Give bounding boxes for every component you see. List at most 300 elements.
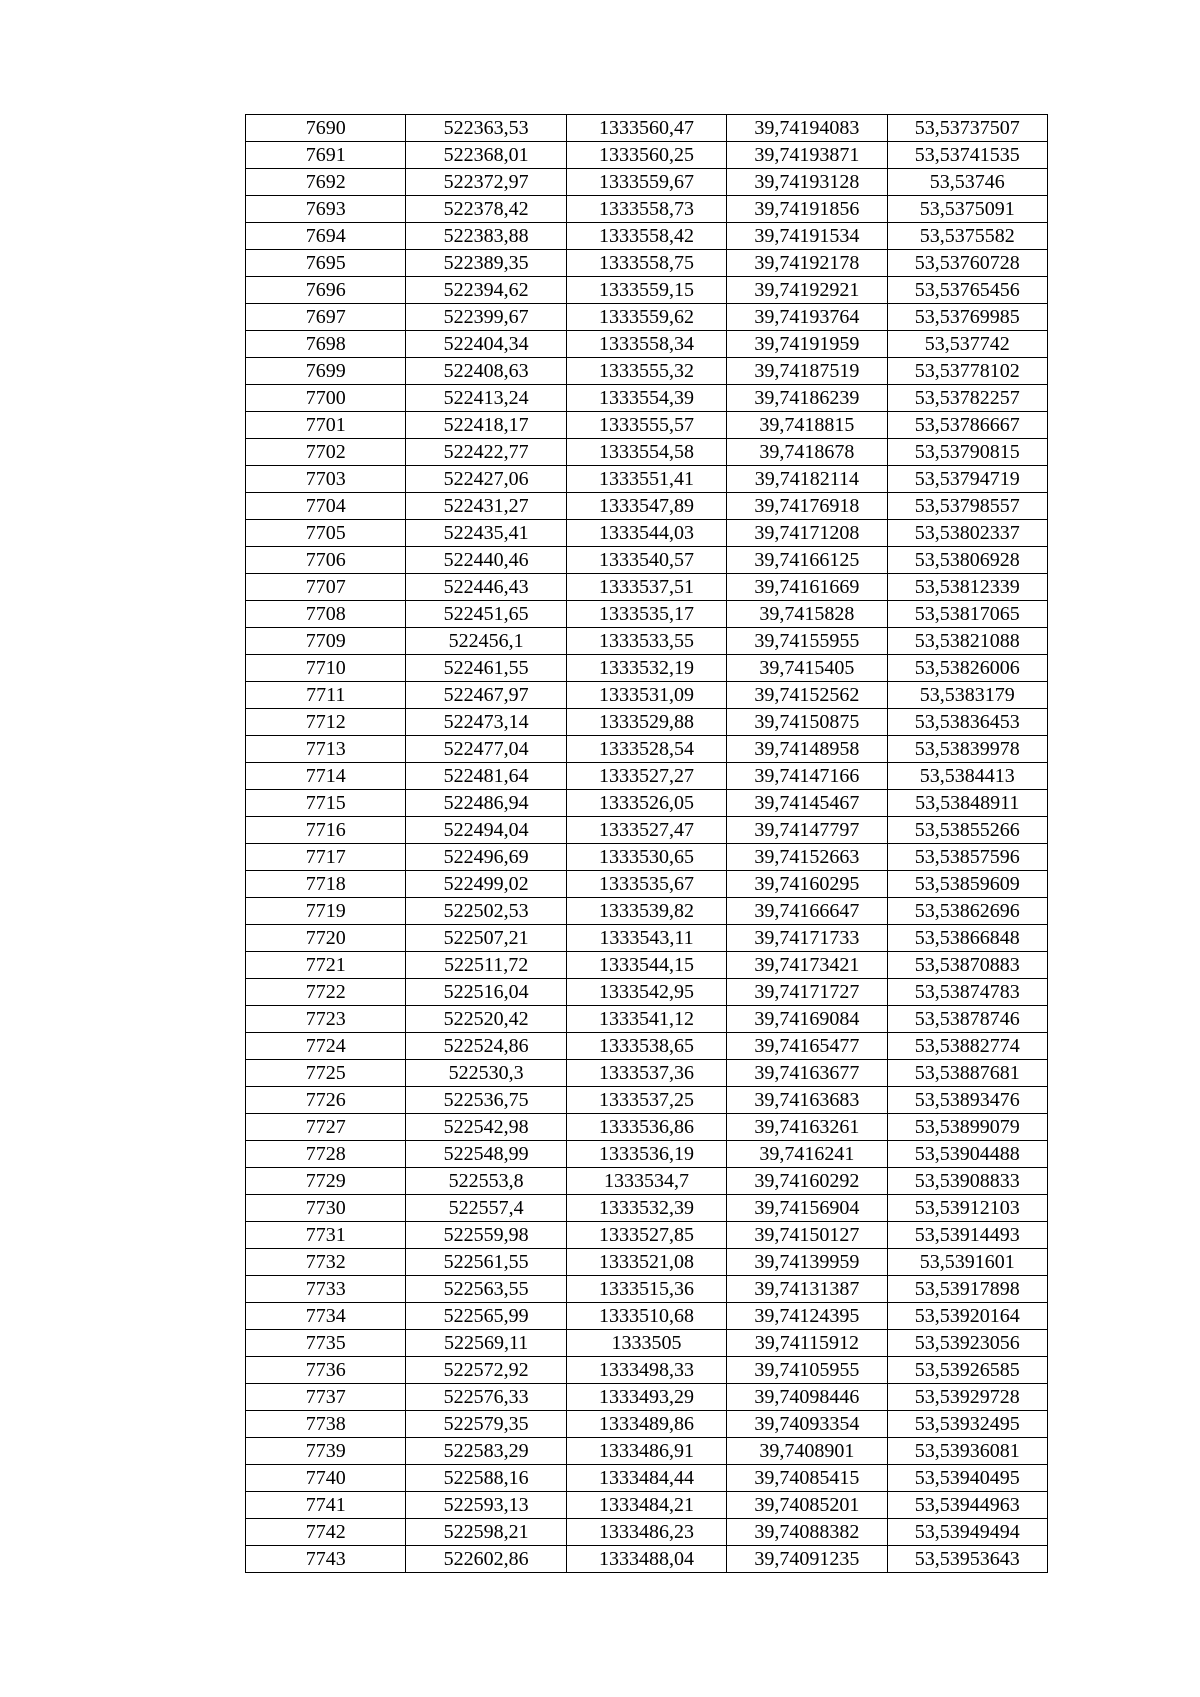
latitude-cell: 39,74171727 — [727, 979, 887, 1006]
point-number-cell: 7715 — [246, 790, 406, 817]
point-number-cell: 7700 — [246, 385, 406, 412]
table-row — [246, 655, 1048, 682]
y-coordinate-cell: 1333498,33 — [566, 1357, 726, 1384]
x-coordinate-cell: 522557,4 — [406, 1195, 566, 1222]
table-row — [246, 439, 1048, 466]
table-row — [246, 1357, 1048, 1384]
x-coordinate-cell: 522563,55 — [406, 1276, 566, 1303]
longitude-cell: 53,5383179 — [887, 682, 1047, 709]
latitude-cell: 39,7418678 — [727, 439, 887, 466]
point-number-cell: 7734 — [246, 1303, 406, 1330]
point-number-cell: 7707 — [246, 574, 406, 601]
coordinates-table — [245, 114, 1048, 1573]
y-coordinate-cell: 1333555,32 — [566, 358, 726, 385]
y-coordinate-cell: 1333558,73 — [566, 196, 726, 223]
x-coordinate-cell: 522559,98 — [406, 1222, 566, 1249]
longitude-cell: 53,53769985 — [887, 304, 1047, 331]
table-row — [246, 466, 1048, 493]
y-coordinate-cell: 1333521,08 — [566, 1249, 726, 1276]
y-coordinate-cell: 1333536,86 — [566, 1114, 726, 1141]
y-coordinate-cell: 1333558,42 — [566, 223, 726, 250]
x-coordinate-cell: 522502,53 — [406, 898, 566, 925]
table-row — [246, 709, 1048, 736]
longitude-cell: 53,537742 — [887, 331, 1047, 358]
point-number-cell: 7708 — [246, 601, 406, 628]
x-coordinate-cell: 522499,02 — [406, 871, 566, 898]
table-row — [246, 1141, 1048, 1168]
table-row — [246, 358, 1048, 385]
longitude-cell: 53,5384413 — [887, 763, 1047, 790]
point-number-cell: 7706 — [246, 547, 406, 574]
point-number-cell: 7691 — [246, 142, 406, 169]
point-number-cell: 7709 — [246, 628, 406, 655]
point-number-cell: 7723 — [246, 1006, 406, 1033]
longitude-cell: 53,53806928 — [887, 547, 1047, 574]
table-row — [246, 331, 1048, 358]
longitude-cell: 53,53839978 — [887, 736, 1047, 763]
table-row — [246, 169, 1048, 196]
x-coordinate-cell: 522477,04 — [406, 736, 566, 763]
point-number-cell: 7721 — [246, 952, 406, 979]
latitude-cell: 39,74152663 — [727, 844, 887, 871]
longitude-cell: 53,53760728 — [887, 250, 1047, 277]
table-row — [246, 601, 1048, 628]
x-coordinate-cell: 522565,99 — [406, 1303, 566, 1330]
table-row — [246, 493, 1048, 520]
x-coordinate-cell: 522494,04 — [406, 817, 566, 844]
y-coordinate-cell: 1333537,25 — [566, 1087, 726, 1114]
y-coordinate-cell: 1333554,39 — [566, 385, 726, 412]
y-coordinate-cell: 1333484,44 — [566, 1465, 726, 1492]
point-number-cell: 7727 — [246, 1114, 406, 1141]
point-number-cell: 7743 — [246, 1546, 406, 1573]
latitude-cell: 39,74171733 — [727, 925, 887, 952]
latitude-cell: 39,74147166 — [727, 763, 887, 790]
y-coordinate-cell: 1333510,68 — [566, 1303, 726, 1330]
latitude-cell: 39,74193764 — [727, 304, 887, 331]
x-coordinate-cell: 522431,27 — [406, 493, 566, 520]
point-number-cell: 7722 — [246, 979, 406, 1006]
x-coordinate-cell: 522368,01 — [406, 142, 566, 169]
longitude-cell: 53,53836453 — [887, 709, 1047, 736]
point-number-cell: 7712 — [246, 709, 406, 736]
latitude-cell: 39,74091235 — [727, 1546, 887, 1573]
x-coordinate-cell: 522593,13 — [406, 1492, 566, 1519]
latitude-cell: 39,74191534 — [727, 223, 887, 250]
longitude-cell: 53,53855266 — [887, 817, 1047, 844]
point-number-cell: 7716 — [246, 817, 406, 844]
table-row — [246, 1060, 1048, 1087]
latitude-cell: 39,74182114 — [727, 466, 887, 493]
table-row — [246, 1492, 1048, 1519]
point-number-cell: 7718 — [246, 871, 406, 898]
longitude-cell: 53,53926585 — [887, 1357, 1047, 1384]
longitude-cell: 53,53826006 — [887, 655, 1047, 682]
point-number-cell: 7692 — [246, 169, 406, 196]
x-coordinate-cell: 522511,72 — [406, 952, 566, 979]
point-number-cell: 7720 — [246, 925, 406, 952]
longitude-cell: 53,53904488 — [887, 1141, 1047, 1168]
latitude-cell: 39,74093354 — [727, 1411, 887, 1438]
latitude-cell: 39,74148958 — [727, 736, 887, 763]
longitude-cell: 53,53821088 — [887, 628, 1047, 655]
point-number-cell: 7726 — [246, 1087, 406, 1114]
y-coordinate-cell: 1333547,89 — [566, 493, 726, 520]
x-coordinate-cell: 522576,33 — [406, 1384, 566, 1411]
point-number-cell: 7694 — [246, 223, 406, 250]
longitude-cell: 53,53778102 — [887, 358, 1047, 385]
table-row — [246, 1006, 1048, 1033]
point-number-cell: 7741 — [246, 1492, 406, 1519]
point-number-cell: 7729 — [246, 1168, 406, 1195]
point-number-cell: 7725 — [246, 1060, 406, 1087]
y-coordinate-cell: 1333526,05 — [566, 790, 726, 817]
longitude-cell: 53,53923056 — [887, 1330, 1047, 1357]
table-row — [246, 1465, 1048, 1492]
y-coordinate-cell: 1333527,47 — [566, 817, 726, 844]
x-coordinate-cell: 522404,34 — [406, 331, 566, 358]
latitude-cell: 39,74191856 — [727, 196, 887, 223]
table-row — [246, 1087, 1048, 1114]
longitude-cell: 53,53920164 — [887, 1303, 1047, 1330]
table-row — [246, 682, 1048, 709]
y-coordinate-cell: 1333531,09 — [566, 682, 726, 709]
latitude-cell: 39,74147797 — [727, 817, 887, 844]
y-coordinate-cell: 1333555,57 — [566, 412, 726, 439]
latitude-cell: 39,74124395 — [727, 1303, 887, 1330]
table-row — [246, 1195, 1048, 1222]
table-row — [246, 763, 1048, 790]
table-row — [246, 952, 1048, 979]
x-coordinate-cell: 522572,92 — [406, 1357, 566, 1384]
x-coordinate-cell: 522579,35 — [406, 1411, 566, 1438]
latitude-cell: 39,74192178 — [727, 250, 887, 277]
x-coordinate-cell: 522553,8 — [406, 1168, 566, 1195]
point-number-cell: 7710 — [246, 655, 406, 682]
point-number-cell: 7697 — [246, 304, 406, 331]
latitude-cell: 39,7408901 — [727, 1438, 887, 1465]
longitude-cell: 53,53929728 — [887, 1384, 1047, 1411]
table-row — [246, 1276, 1048, 1303]
y-coordinate-cell: 1333488,04 — [566, 1546, 726, 1573]
x-coordinate-cell: 522588,16 — [406, 1465, 566, 1492]
point-number-cell: 7701 — [246, 412, 406, 439]
table-row — [246, 1114, 1048, 1141]
latitude-cell: 39,74193871 — [727, 142, 887, 169]
y-coordinate-cell: 1333551,41 — [566, 466, 726, 493]
longitude-cell: 53,53817065 — [887, 601, 1047, 628]
point-number-cell: 7740 — [246, 1465, 406, 1492]
longitude-cell: 53,53802337 — [887, 520, 1047, 547]
point-number-cell: 7705 — [246, 520, 406, 547]
point-number-cell: 7733 — [246, 1276, 406, 1303]
longitude-cell: 53,53949494 — [887, 1519, 1047, 1546]
longitude-cell: 53,53862696 — [887, 898, 1047, 925]
longitude-cell: 53,53953643 — [887, 1546, 1047, 1573]
latitude-cell: 39,74105955 — [727, 1357, 887, 1384]
point-number-cell: 7730 — [246, 1195, 406, 1222]
y-coordinate-cell: 1333493,29 — [566, 1384, 726, 1411]
latitude-cell: 39,74156904 — [727, 1195, 887, 1222]
table-row — [246, 142, 1048, 169]
longitude-cell: 53,53887681 — [887, 1060, 1047, 1087]
longitude-cell: 53,53812339 — [887, 574, 1047, 601]
y-coordinate-cell: 1333544,03 — [566, 520, 726, 547]
table-row — [246, 196, 1048, 223]
x-coordinate-cell: 522363,53 — [406, 115, 566, 142]
table-row — [246, 898, 1048, 925]
table-row — [246, 385, 1048, 412]
table-row — [246, 1222, 1048, 1249]
y-coordinate-cell: 1333536,19 — [566, 1141, 726, 1168]
longitude-cell: 53,53893476 — [887, 1087, 1047, 1114]
table-row — [246, 1438, 1048, 1465]
longitude-cell: 53,53786667 — [887, 412, 1047, 439]
latitude-cell: 39,7415405 — [727, 655, 887, 682]
point-number-cell: 7713 — [246, 736, 406, 763]
longitude-cell: 53,53940495 — [887, 1465, 1047, 1492]
x-coordinate-cell: 522481,64 — [406, 763, 566, 790]
longitude-cell: 53,53848911 — [887, 790, 1047, 817]
x-coordinate-cell: 522542,98 — [406, 1114, 566, 1141]
point-number-cell: 7703 — [246, 466, 406, 493]
latitude-cell: 39,74160295 — [727, 871, 887, 898]
point-number-cell: 7699 — [246, 358, 406, 385]
longitude-cell: 53,53882774 — [887, 1033, 1047, 1060]
y-coordinate-cell: 1333529,88 — [566, 709, 726, 736]
longitude-cell: 53,53866848 — [887, 925, 1047, 952]
latitude-cell: 39,74150127 — [727, 1222, 887, 1249]
latitude-cell: 39,74166647 — [727, 898, 887, 925]
y-coordinate-cell: 1333540,57 — [566, 547, 726, 574]
latitude-cell: 39,74176918 — [727, 493, 887, 520]
y-coordinate-cell: 1333544,15 — [566, 952, 726, 979]
latitude-cell: 39,74152562 — [727, 682, 887, 709]
table-row — [246, 1546, 1048, 1573]
longitude-cell: 53,53912103 — [887, 1195, 1047, 1222]
x-coordinate-cell: 522372,97 — [406, 169, 566, 196]
y-coordinate-cell: 1333527,27 — [566, 763, 726, 790]
x-coordinate-cell: 522507,21 — [406, 925, 566, 952]
point-number-cell: 7724 — [246, 1033, 406, 1060]
y-coordinate-cell: 1333537,51 — [566, 574, 726, 601]
x-coordinate-cell: 522530,3 — [406, 1060, 566, 1087]
x-coordinate-cell: 522451,65 — [406, 601, 566, 628]
latitude-cell: 39,74098446 — [727, 1384, 887, 1411]
table-row — [246, 574, 1048, 601]
point-number-cell: 7696 — [246, 277, 406, 304]
longitude-cell: 53,53917898 — [887, 1276, 1047, 1303]
table-row — [246, 304, 1048, 331]
longitude-cell: 53,53737507 — [887, 115, 1047, 142]
point-number-cell: 7732 — [246, 1249, 406, 1276]
table-row — [246, 790, 1048, 817]
y-coordinate-cell: 1333505 — [566, 1330, 726, 1357]
latitude-cell: 39,7416241 — [727, 1141, 887, 1168]
point-number-cell: 7702 — [246, 439, 406, 466]
y-coordinate-cell: 1333543,11 — [566, 925, 726, 952]
table-row — [246, 628, 1048, 655]
table-row — [246, 1384, 1048, 1411]
x-coordinate-cell: 522486,94 — [406, 790, 566, 817]
point-number-cell: 7693 — [246, 196, 406, 223]
latitude-cell: 39,74171208 — [727, 520, 887, 547]
x-coordinate-cell: 522602,86 — [406, 1546, 566, 1573]
y-coordinate-cell: 1333559,15 — [566, 277, 726, 304]
y-coordinate-cell: 1333532,19 — [566, 655, 726, 682]
table-row — [246, 412, 1048, 439]
table-row — [246, 277, 1048, 304]
latitude-cell: 39,74163683 — [727, 1087, 887, 1114]
y-coordinate-cell: 1333489,86 — [566, 1411, 726, 1438]
y-coordinate-cell: 1333515,36 — [566, 1276, 726, 1303]
latitude-cell: 39,74115912 — [727, 1330, 887, 1357]
point-number-cell: 7717 — [246, 844, 406, 871]
y-coordinate-cell: 1333538,65 — [566, 1033, 726, 1060]
x-coordinate-cell: 522383,88 — [406, 223, 566, 250]
x-coordinate-cell: 522418,17 — [406, 412, 566, 439]
y-coordinate-cell: 1333486,91 — [566, 1438, 726, 1465]
longitude-cell: 53,53741535 — [887, 142, 1047, 169]
table-row — [246, 736, 1048, 763]
table-row — [246, 115, 1048, 142]
table-row — [246, 547, 1048, 574]
point-number-cell: 7690 — [246, 115, 406, 142]
table-row — [246, 1519, 1048, 1546]
point-number-cell: 7735 — [246, 1330, 406, 1357]
latitude-cell: 39,74165477 — [727, 1033, 887, 1060]
point-number-cell: 7714 — [246, 763, 406, 790]
y-coordinate-cell: 1333530,65 — [566, 844, 726, 871]
y-coordinate-cell: 1333534,7 — [566, 1168, 726, 1195]
point-number-cell: 7695 — [246, 250, 406, 277]
latitude-cell: 39,74139959 — [727, 1249, 887, 1276]
x-coordinate-cell: 522427,06 — [406, 466, 566, 493]
y-coordinate-cell: 1333528,54 — [566, 736, 726, 763]
longitude-cell: 53,53874783 — [887, 979, 1047, 1006]
longitude-cell: 53,53798557 — [887, 493, 1047, 520]
point-number-cell: 7739 — [246, 1438, 406, 1465]
x-coordinate-cell: 522561,55 — [406, 1249, 566, 1276]
table-row — [246, 1330, 1048, 1357]
x-coordinate-cell: 522440,46 — [406, 547, 566, 574]
longitude-cell: 53,5375091 — [887, 196, 1047, 223]
x-coordinate-cell: 522408,63 — [406, 358, 566, 385]
x-coordinate-cell: 522456,1 — [406, 628, 566, 655]
longitude-cell: 53,53746 — [887, 169, 1047, 196]
x-coordinate-cell: 522516,04 — [406, 979, 566, 1006]
x-coordinate-cell: 522446,43 — [406, 574, 566, 601]
latitude-cell: 39,74173421 — [727, 952, 887, 979]
point-number-cell: 7738 — [246, 1411, 406, 1438]
latitude-cell: 39,74155955 — [727, 628, 887, 655]
latitude-cell: 39,74193128 — [727, 169, 887, 196]
longitude-cell: 53,5375582 — [887, 223, 1047, 250]
point-number-cell: 7742 — [246, 1519, 406, 1546]
point-number-cell: 7704 — [246, 493, 406, 520]
x-coordinate-cell: 522520,42 — [406, 1006, 566, 1033]
latitude-cell: 39,74192921 — [727, 277, 887, 304]
x-coordinate-cell: 522536,75 — [406, 1087, 566, 1114]
table-row — [246, 817, 1048, 844]
longitude-cell: 53,5391601 — [887, 1249, 1047, 1276]
y-coordinate-cell: 1333539,82 — [566, 898, 726, 925]
table-row — [246, 1033, 1048, 1060]
x-coordinate-cell: 522548,99 — [406, 1141, 566, 1168]
x-coordinate-cell: 522413,24 — [406, 385, 566, 412]
table-row — [246, 979, 1048, 1006]
longitude-cell: 53,53782257 — [887, 385, 1047, 412]
latitude-cell: 39,74161669 — [727, 574, 887, 601]
point-number-cell: 7698 — [246, 331, 406, 358]
table-row — [246, 871, 1048, 898]
x-coordinate-cell: 522394,62 — [406, 277, 566, 304]
latitude-cell: 39,74163677 — [727, 1060, 887, 1087]
y-coordinate-cell: 1333560,47 — [566, 115, 726, 142]
y-coordinate-cell: 1333537,36 — [566, 1060, 726, 1087]
y-coordinate-cell: 1333486,23 — [566, 1519, 726, 1546]
y-coordinate-cell: 1333558,34 — [566, 331, 726, 358]
point-number-cell: 7736 — [246, 1357, 406, 1384]
table-row — [246, 925, 1048, 952]
y-coordinate-cell: 1333541,12 — [566, 1006, 726, 1033]
latitude-cell: 39,7418815 — [727, 412, 887, 439]
latitude-cell: 39,74186239 — [727, 385, 887, 412]
x-coordinate-cell: 522467,97 — [406, 682, 566, 709]
y-coordinate-cell: 1333560,25 — [566, 142, 726, 169]
latitude-cell: 39,74150875 — [727, 709, 887, 736]
x-coordinate-cell: 522569,11 — [406, 1330, 566, 1357]
longitude-cell: 53,53857596 — [887, 844, 1047, 871]
table-row — [246, 250, 1048, 277]
table-row — [246, 223, 1048, 250]
point-number-cell: 7711 — [246, 682, 406, 709]
table-row — [246, 1249, 1048, 1276]
longitude-cell: 53,53944963 — [887, 1492, 1047, 1519]
table-row — [246, 1411, 1048, 1438]
latitude-cell: 39,74187519 — [727, 358, 887, 385]
point-number-cell: 7731 — [246, 1222, 406, 1249]
longitude-cell: 53,53914493 — [887, 1222, 1047, 1249]
point-number-cell: 7728 — [246, 1141, 406, 1168]
point-number-cell: 7719 — [246, 898, 406, 925]
y-coordinate-cell: 1333532,39 — [566, 1195, 726, 1222]
x-coordinate-cell: 522583,29 — [406, 1438, 566, 1465]
latitude-cell: 39,7415828 — [727, 601, 887, 628]
longitude-cell: 53,53870883 — [887, 952, 1047, 979]
y-coordinate-cell: 1333542,95 — [566, 979, 726, 1006]
latitude-cell: 39,74169084 — [727, 1006, 887, 1033]
x-coordinate-cell: 522461,55 — [406, 655, 566, 682]
latitude-cell: 39,74194083 — [727, 115, 887, 142]
y-coordinate-cell: 1333558,75 — [566, 250, 726, 277]
latitude-cell: 39,74160292 — [727, 1168, 887, 1195]
longitude-cell: 53,53878746 — [887, 1006, 1047, 1033]
longitude-cell: 53,53794719 — [887, 466, 1047, 493]
longitude-cell: 53,53790815 — [887, 439, 1047, 466]
longitude-cell: 53,53765456 — [887, 277, 1047, 304]
y-coordinate-cell: 1333533,55 — [566, 628, 726, 655]
table-row — [246, 844, 1048, 871]
latitude-cell: 39,74085201 — [727, 1492, 887, 1519]
y-coordinate-cell: 1333535,67 — [566, 871, 726, 898]
y-coordinate-cell: 1333484,21 — [566, 1492, 726, 1519]
longitude-cell: 53,53899079 — [887, 1114, 1047, 1141]
y-coordinate-cell: 1333527,85 — [566, 1222, 726, 1249]
y-coordinate-cell: 1333535,17 — [566, 601, 726, 628]
latitude-cell: 39,74085415 — [727, 1465, 887, 1492]
latitude-cell: 39,74145467 — [727, 790, 887, 817]
